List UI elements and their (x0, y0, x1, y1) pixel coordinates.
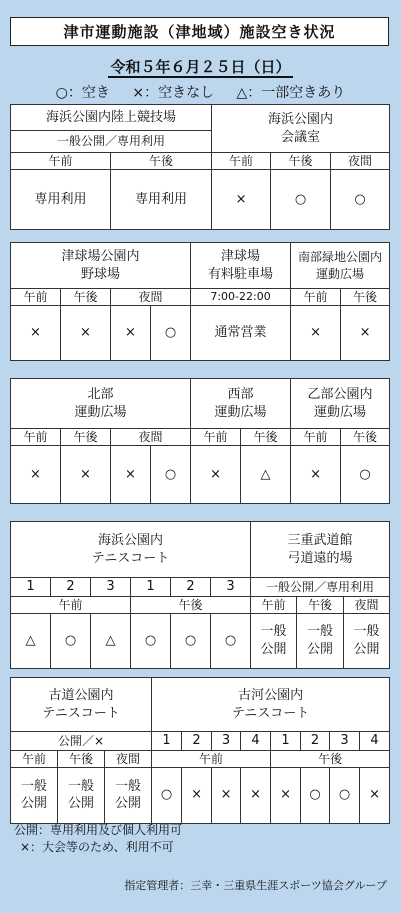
status-cell: 一般 公開 (251, 613, 297, 668)
status-cell: × (61, 306, 111, 361)
status-cell: 一般 公開 (105, 767, 152, 823)
note-line: 公開：専用利用及び個人利用可 (14, 823, 183, 837)
notes (14, 822, 182, 856)
status-cell: 一般 公開 (11, 767, 58, 823)
status-cell: △ (241, 446, 291, 504)
status-cell: 一般 公開 (58, 767, 105, 823)
status-cell: × (61, 446, 111, 504)
court-number: 4 (360, 732, 390, 751)
status-cell: 専用利用 (11, 170, 111, 230)
period-header: 午後 (58, 750, 105, 767)
legend-partial: △：一部空きあり (236, 85, 346, 101)
legend-full: ×：空きなし (132, 85, 215, 101)
status-cell: ○ (271, 170, 331, 230)
status-cell: × (182, 767, 212, 823)
status-cell: ○ (131, 613, 171, 668)
period-header: 午後 (131, 596, 251, 613)
period-header: 午前 (11, 596, 131, 613)
table-undohiroba (10, 378, 390, 504)
period-header: 午後 (297, 596, 344, 613)
court-number: 2 (171, 578, 211, 597)
page-title: 津市運動施設（津地域）施設空き状況 (10, 17, 389, 46)
period-header: 午後 (111, 153, 212, 170)
status-cell: 一般 公開 (344, 613, 390, 668)
court-number: 4 (241, 732, 271, 751)
period-header: 午前 (191, 429, 241, 446)
period-header: 午後 (341, 429, 390, 446)
status-cell: ○ (341, 446, 390, 504)
legend-open: ○：空き (55, 85, 110, 101)
period-header: 午前 (11, 289, 61, 306)
court-number: 1 (152, 732, 182, 751)
court-number: 3 (330, 732, 360, 751)
period-header: 午前 (291, 289, 341, 306)
period-header: 夜間 (111, 289, 191, 306)
table-tennis-kyudo (10, 521, 390, 669)
status-cell: × (11, 306, 61, 361)
period-header: 午後 (271, 750, 390, 767)
usage-type: 一般公開／専用利用 (251, 578, 390, 597)
status-cell: × (212, 170, 271, 230)
status-cell: ○ (152, 767, 182, 823)
period-header: 午前 (212, 153, 271, 170)
status-cell: ○ (301, 767, 330, 823)
status-cell: 専用利用 (111, 170, 212, 230)
facility-name: 海浜公園内陸上競技場 (11, 105, 212, 131)
legend (0, 82, 401, 102)
facility-name: 古河公園内 テニスコート (152, 678, 390, 732)
status-cell: ○ (171, 613, 211, 668)
facility-name: 津球場公園内 野球場 (11, 243, 191, 289)
facility-name: 三重武道館 弓道遠的場 (251, 522, 390, 578)
period-header: 午後 (341, 289, 390, 306)
court-number: 3 (91, 578, 131, 597)
note-line: ×：大会等のため、利用不可 (20, 840, 174, 854)
facility-name: 海浜公園内 会議室 (212, 105, 390, 153)
court-number: 1 (131, 578, 171, 597)
period-header: 夜間 (105, 750, 152, 767)
status-cell: × (191, 446, 241, 504)
court-number: 3 (212, 732, 241, 751)
status-cell: ○ (211, 613, 251, 668)
period-header: 夜間 (111, 429, 191, 446)
court-number: 1 (11, 578, 51, 597)
period-header: 午前 (11, 750, 58, 767)
table-tennis-furumichi-furukawa (10, 677, 390, 824)
court-number: 2 (51, 578, 91, 597)
period-header: 夜間 (331, 153, 390, 170)
status-cell: ○ (151, 446, 191, 504)
facility-name: 西部 運動広場 (191, 379, 291, 429)
status-cell: × (111, 306, 151, 361)
court-number: 2 (182, 732, 212, 751)
court-number: 3 (211, 578, 251, 597)
period-header: 午前 (251, 596, 297, 613)
status-cell: × (111, 446, 151, 504)
footer-manager: 指定管理者：三幸・三重県生涯スポーツ協会グループ (124, 879, 387, 892)
status-cell: 通常営業 (191, 306, 291, 361)
usage-type: 公開／× (11, 732, 152, 751)
status-cell: ○ (151, 306, 191, 361)
status-cell: × (271, 767, 301, 823)
table-yakyujo-chushajo (10, 242, 390, 361)
status-cell: × (212, 767, 241, 823)
status-cell: × (291, 306, 341, 361)
status-cell: ○ (51, 613, 91, 668)
facility-name: 北部 運動広場 (11, 379, 191, 429)
period-header: 午前 (11, 153, 111, 170)
facility-name: 海浜公園内 テニスコート (11, 522, 251, 578)
status-cell: × (291, 446, 341, 504)
facility-name: 南部緑地公園内 運動広場 (291, 243, 390, 289)
status-cell: × (241, 767, 271, 823)
hours-header: 7:00-22:00 (191, 289, 291, 306)
status-cell: ○ (331, 170, 390, 230)
period-header: 午後 (61, 289, 111, 306)
facility-name: 古道公園内 テニスコート (11, 678, 152, 732)
period-header: 午後 (241, 429, 291, 446)
status-cell: × (11, 446, 61, 504)
court-number: 2 (301, 732, 330, 751)
usage-type: 一般公開／専用利用 (11, 131, 212, 153)
period-header: 午前 (291, 429, 341, 446)
status-cell: △ (91, 613, 131, 668)
period-header: 午後 (61, 429, 111, 446)
status-cell: × (341, 306, 390, 361)
facility-name: 津球場 有料駐車場 (191, 243, 291, 289)
table-rikujo-kaigishitsu (10, 104, 390, 230)
status-cell: ○ (330, 767, 360, 823)
status-cell: 一般 公開 (297, 613, 344, 668)
period-header: 午後 (271, 153, 331, 170)
period-header: 午前 (152, 750, 271, 767)
date-heading: 令和５年６月２５日（日） (110, 58, 291, 76)
court-number: 1 (271, 732, 301, 751)
facility-name: 乙部公園内 運動広場 (291, 379, 390, 429)
status-cell: × (360, 767, 390, 823)
status-cell: △ (11, 613, 51, 668)
period-header: 午前 (11, 429, 61, 446)
period-header: 夜間 (344, 596, 390, 613)
